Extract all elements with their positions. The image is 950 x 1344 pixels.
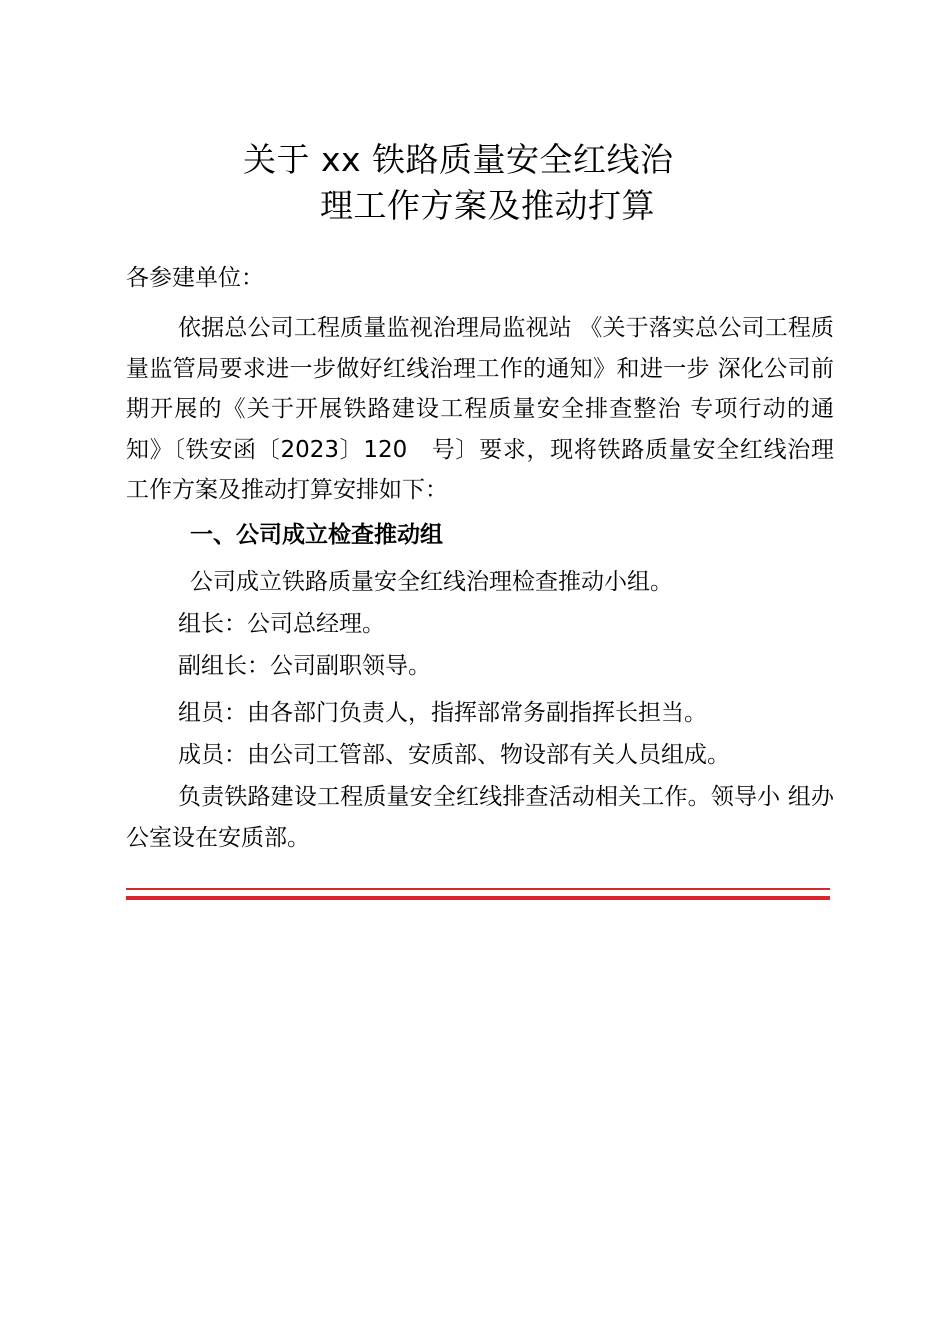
document-title-line-1: 关于 xx 铁路质量安全红线治 <box>243 140 674 179</box>
members-line-b: 成员：由公司工管部、安质部、物设部有关人员组成。 <box>178 742 730 768</box>
red-divider-thick <box>126 896 830 900</box>
salutation: 各参建单位： <box>126 265 264 291</box>
duty-paragraph: 负责铁路建设工程质量安全红线排查活动相关工作。领导小 组办公室设在安质部。 <box>126 784 834 851</box>
members-line-a: 组员：由各部门负责人，指挥部常务副指挥长担当。 <box>178 700 707 726</box>
red-divider-thin <box>126 888 830 890</box>
document-title-line-2: 理工作方案及推动打算 <box>320 186 655 225</box>
section-1-setup: 公司成立铁路质量安全红线治理检查推动小组。 <box>190 569 673 595</box>
section-1-heading: 一、公司成立检查推动组 <box>190 522 443 548</box>
intro-paragraph: 依据总公司工程质量监视治理局监视站 《关于落实总公司工程质量监管局要求进一步做好红线治理工作的通知》和进一步 深化公司前期开展的《关于开展铁路建设工程质量安全排查整治 专项行动的通知》〔铁安函〔2023〕120 号〕要求，现将铁路质量安全红线治理工作方案及推动打算安排如下： <box>126 315 834 503</box>
leader-line: 组长：公司总经理。 <box>178 611 385 637</box>
deputy-leader-line: 副组长：公司副职领导。 <box>178 653 431 679</box>
